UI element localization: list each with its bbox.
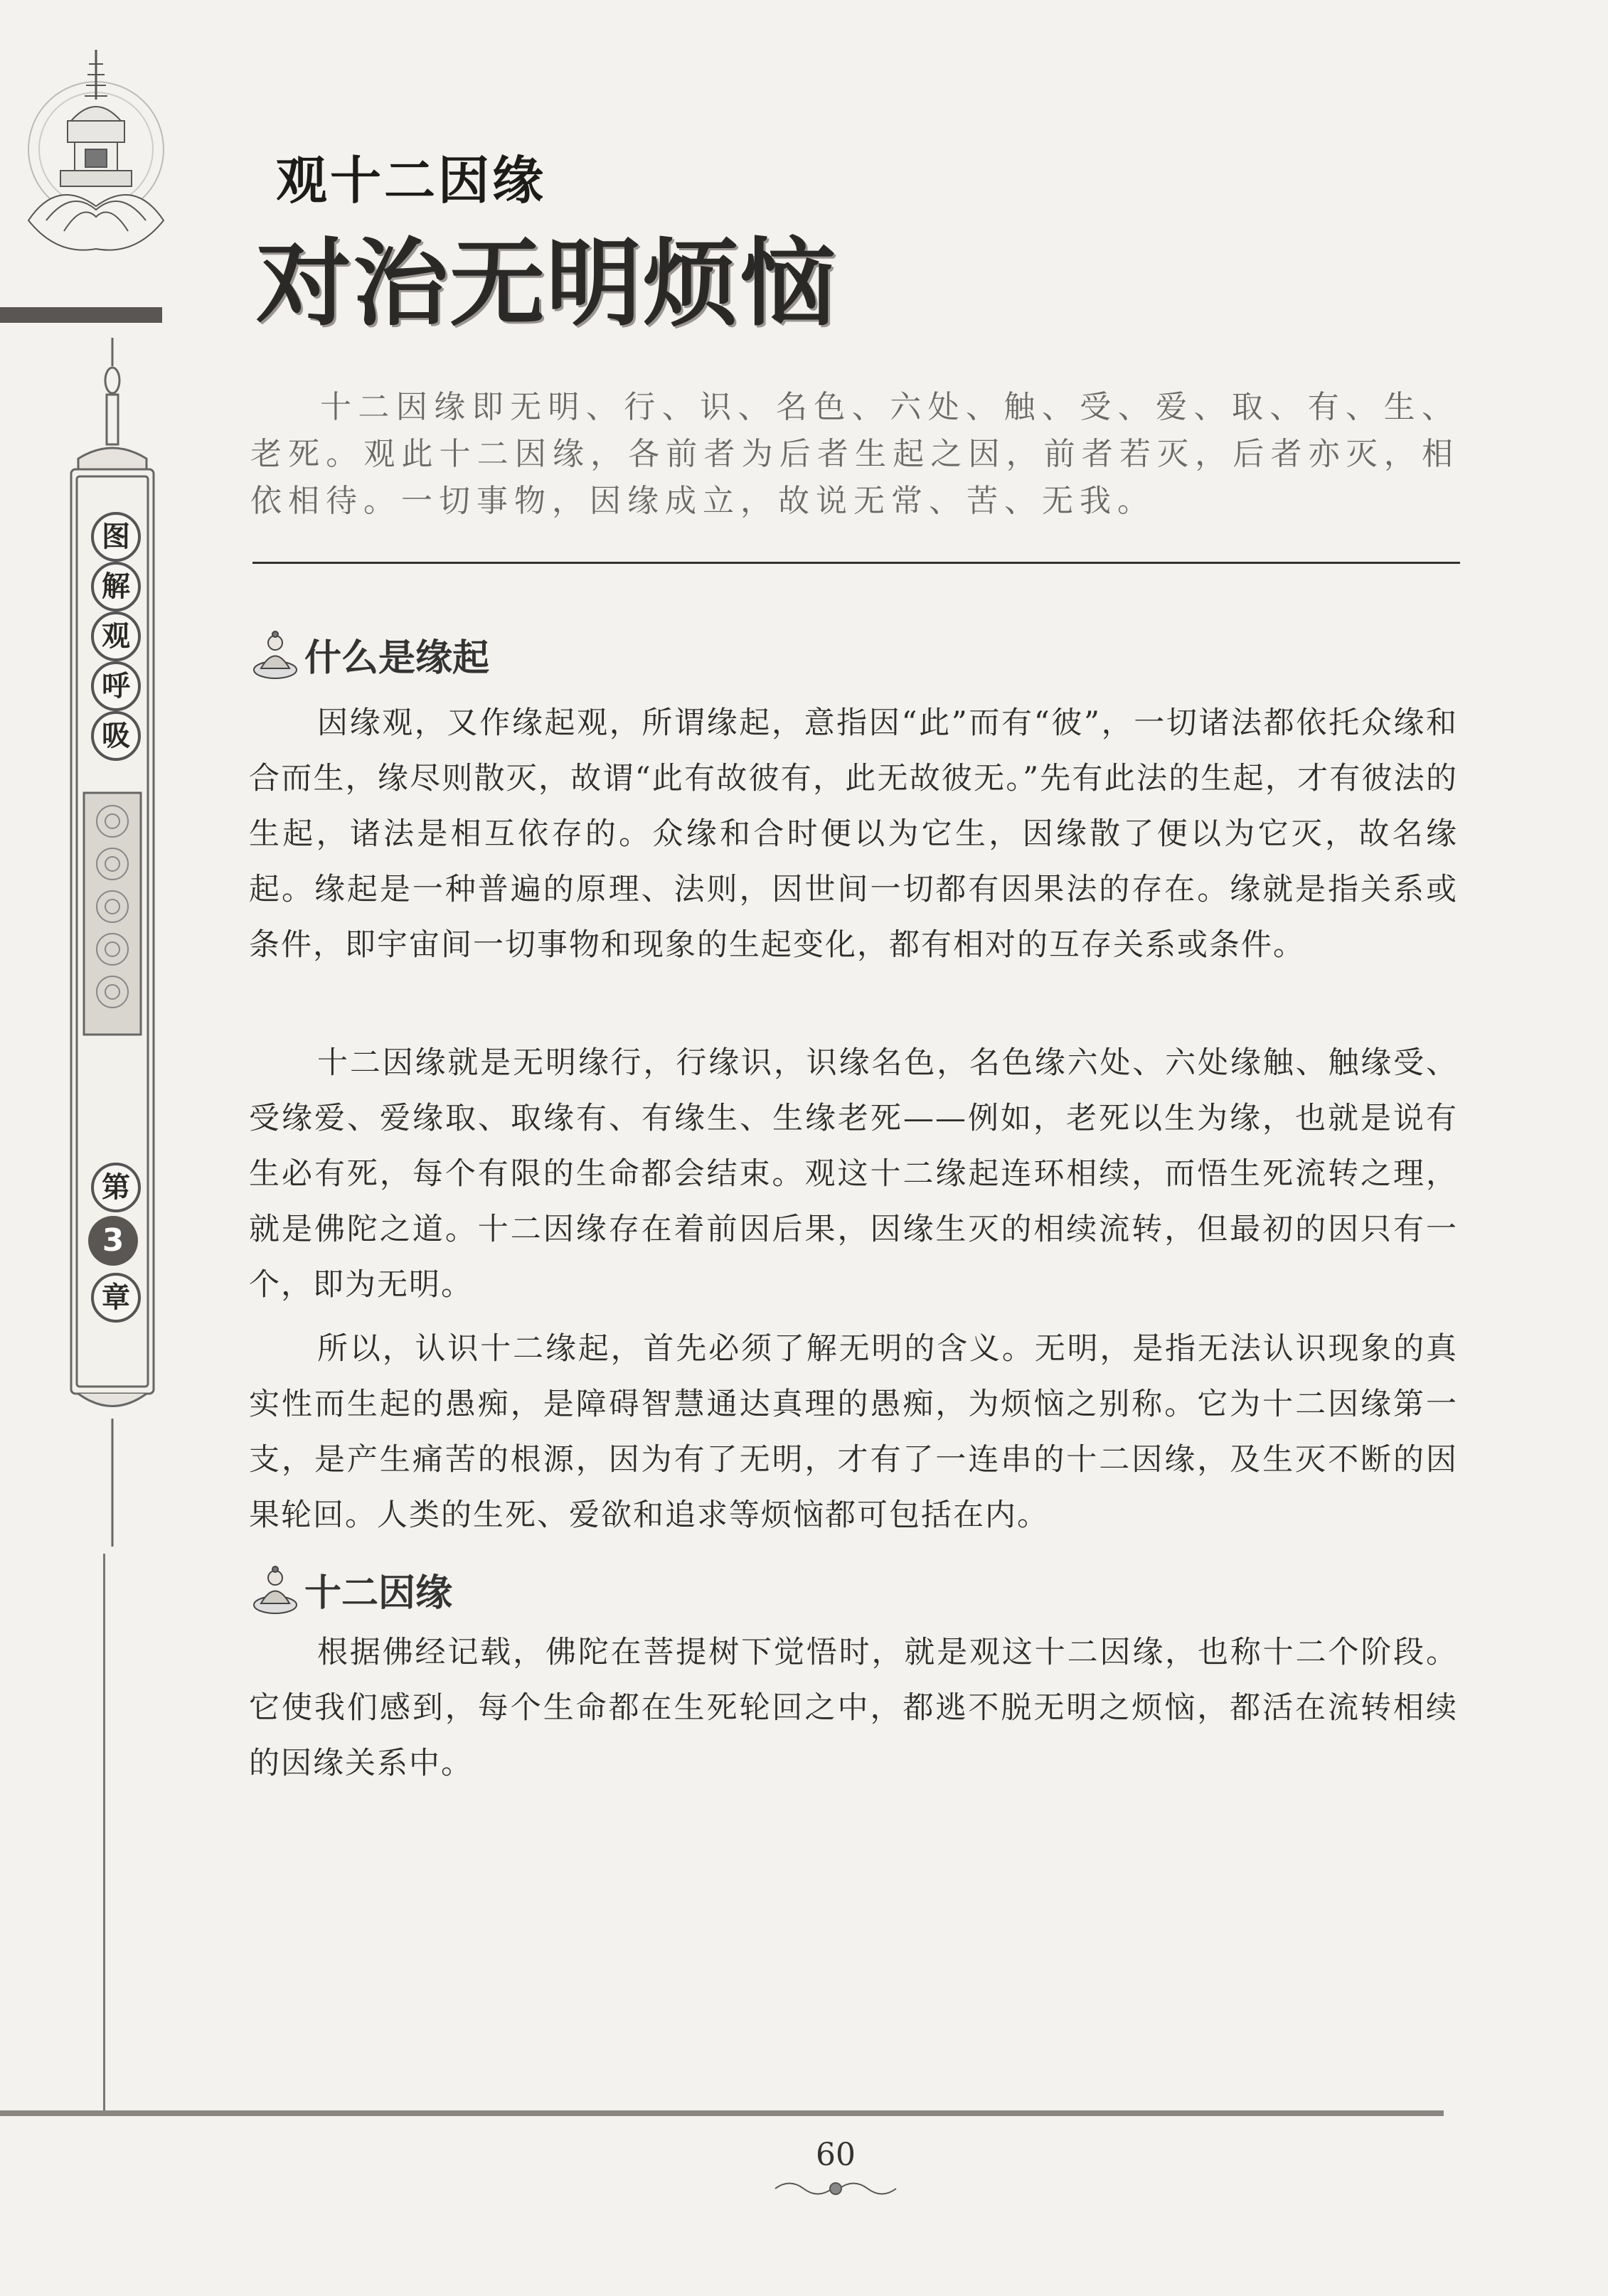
page-subtitle: 观十二因缘 bbox=[276, 151, 547, 210]
left-margin-line bbox=[103, 1554, 105, 2112]
banner-char: 观 bbox=[91, 612, 141, 661]
body-paragraph: 所以，认识十二缘起，首先必须了解无明的含义。无明，是指无法认识现象的真实性而生起的愚痴，是障碍智慧通达真理的愚痴，为烦恼之别称。它为十二因缘第一支，是产生痛苦的根源，因为有了无明，才有了一连串的十二因缘，及生灭不断的因果轮回。人类的生死、爱欲和追求等烦恼都可包括在内。 bbox=[249, 1331, 1458, 1533]
buddha-icon bbox=[250, 626, 300, 683]
intro-divider bbox=[252, 562, 1460, 564]
stupa-lotus-illustration bbox=[14, 43, 178, 284]
section-heading bbox=[250, 626, 489, 683]
buddha-icon bbox=[250, 1561, 300, 1618]
banner-char: 呼 bbox=[91, 661, 141, 711]
body-paragraph: 根据佛经记载，佛陀在菩提树下觉悟时，就是观这十二因缘，也称十二个阶段。它使我们感到，每个生命都在生死轮回之中，都逃不脱无明之烦恼，都活在流转相续的因缘关系中。 bbox=[249, 1635, 1458, 1781]
banner-char: 图 bbox=[91, 512, 141, 562]
page-number: 60 bbox=[816, 2137, 856, 2173]
section-title: 什么是缘起 bbox=[304, 636, 490, 680]
intro-summary: 十二因缘即无明、行、识、名色、六处、触、受、爱、取、有、生、老死。观此十二因缘，各前者为后者生起之因，前者若灭，后者亦灭，相依相待。一切事物，因缘成立，故说无常、苦、无我。 bbox=[250, 389, 1459, 519]
chapter-label-char: 第 bbox=[91, 1163, 141, 1212]
footer-ornament bbox=[768, 2174, 903, 2203]
section-title: 十二因缘 bbox=[304, 1571, 453, 1615]
top-left-rule bbox=[0, 307, 162, 323]
body-paragraph: 因缘观，又作缘起观，所谓缘起，意指因“此”而有“彼”，一切诸法都依托众缘和合而生，缘尽则散灭，故谓“此有故彼有，此无故彼无。”先有此法的生起，才有彼法的生起，诸法是相互依存的。众缘和合时便以为它生，因缘散了便以为它灭，故名缘起。缘起是一种普遍的原理、法则，因世间一切都有因果法的存在。缘就是指关系或条件，即宇宙间一切事物和现象的生起变化，都有相对的互存关系或条件。 bbox=[249, 705, 1458, 963]
chapter-number: 3 bbox=[88, 1216, 138, 1266]
chapter-label-char: 章 bbox=[91, 1273, 141, 1323]
banner-char: 吸 bbox=[91, 711, 141, 761]
banner-char: 解 bbox=[91, 562, 141, 612]
footer-rule bbox=[0, 2110, 1444, 2116]
body-paragraph: 十二因缘就是无明缘行，行缘识，识缘名色，名色缘六处、六处缘触、触缘受、受缘爱、爱缘取、取缘有、有缘生、生缘老死——例如，老死以生为缘，也就是说有生必有死，每个有限的生命都会结束。观这十二缘起连环相续，而悟生死流转之理，就是佛陀之道。十二因缘存在着前因后果，因缘生灭的相续流转，但最初的因只有一个，即为无明。 bbox=[249, 1045, 1458, 1303]
page-title: 对治无明烦恼 bbox=[256, 227, 837, 339]
section-heading bbox=[250, 1561, 452, 1618]
